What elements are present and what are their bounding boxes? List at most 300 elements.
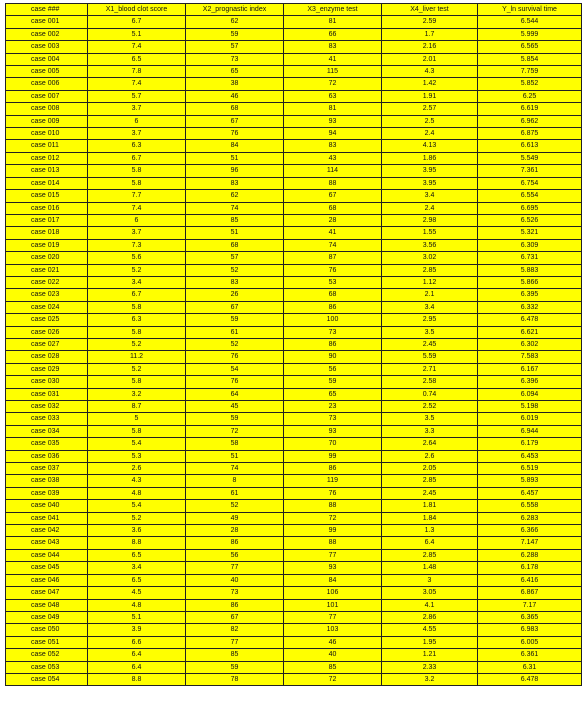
x2-cell[interactable]: 73 (186, 53, 284, 65)
x1-cell[interactable]: 4.5 (88, 587, 186, 599)
x4-cell[interactable]: 2.33 (382, 661, 478, 673)
case-id-cell[interactable]: case 020 (6, 252, 88, 264)
x1-cell[interactable]: 3.4 (88, 276, 186, 288)
case-id-cell[interactable]: case 003 (6, 41, 88, 53)
x2-cell[interactable]: 76 (186, 351, 284, 363)
x1-cell[interactable]: 6.5 (88, 574, 186, 586)
x4-cell[interactable]: 3.4 (382, 190, 478, 202)
x4-cell[interactable]: 3.4 (382, 301, 478, 313)
x4-cell[interactable]: 4.55 (382, 624, 478, 636)
case-id-cell[interactable]: case 009 (6, 115, 88, 127)
x4-cell[interactable]: 1.55 (382, 227, 478, 239)
x2-cell[interactable]: 51 (186, 227, 284, 239)
y-cell[interactable]: 6.453 (478, 450, 582, 462)
x2-cell[interactable]: 73 (186, 587, 284, 599)
x1-cell[interactable]: 6.3 (88, 140, 186, 152)
x3-cell[interactable]: 81 (284, 103, 382, 115)
x2-cell[interactable]: 76 (186, 128, 284, 140)
y-cell[interactable]: 6.25 (478, 90, 582, 102)
x2-cell[interactable]: 45 (186, 401, 284, 413)
x3-cell[interactable]: 67 (284, 190, 382, 202)
x4-cell[interactable]: 2.1 (382, 289, 478, 301)
x1-cell[interactable]: 3.7 (88, 128, 186, 140)
case-id-cell[interactable]: case 026 (6, 326, 88, 338)
x1-cell[interactable]: 5.8 (88, 165, 186, 177)
y-cell[interactable]: 6.621 (478, 326, 582, 338)
y-cell[interactable]: 7.759 (478, 66, 582, 78)
x1-cell[interactable]: 6 (88, 214, 186, 226)
x4-cell[interactable]: 1.95 (382, 636, 478, 648)
y-cell[interactable]: 5.854 (478, 53, 582, 65)
x1-cell[interactable]: 5.8 (88, 301, 186, 313)
x1-cell[interactable]: 5.8 (88, 376, 186, 388)
case-id-cell[interactable]: case 051 (6, 636, 88, 648)
x1-cell[interactable]: 3.4 (88, 562, 186, 574)
x1-cell[interactable]: 5.8 (88, 177, 186, 189)
x4-cell[interactable]: 1.48 (382, 562, 478, 574)
x2-cell[interactable]: 54 (186, 363, 284, 375)
x4-cell[interactable]: 0.74 (382, 388, 478, 400)
column-header-x2-prognastic-index[interactable]: X2_prognastic index (186, 4, 284, 16)
x3-cell[interactable]: 65 (284, 388, 382, 400)
case-id-cell[interactable]: case 027 (6, 338, 88, 350)
x2-cell[interactable]: 74 (186, 202, 284, 214)
y-cell[interactable]: 6.619 (478, 103, 582, 115)
x3-cell[interactable]: 72 (284, 673, 382, 685)
x3-cell[interactable]: 28 (284, 214, 382, 226)
x3-cell[interactable]: 43 (284, 152, 382, 164)
y-cell[interactable]: 6.544 (478, 16, 582, 28)
x1-cell[interactable]: 5 (88, 413, 186, 425)
x4-cell[interactable]: 4.3 (382, 66, 478, 78)
x2-cell[interactable]: 64 (186, 388, 284, 400)
x2-cell[interactable]: 52 (186, 338, 284, 350)
x3-cell[interactable]: 86 (284, 338, 382, 350)
case-id-cell[interactable]: case 045 (6, 562, 88, 574)
x1-cell[interactable]: 4.3 (88, 475, 186, 487)
x3-cell[interactable]: 86 (284, 463, 382, 475)
y-cell[interactable]: 6.005 (478, 636, 582, 648)
x4-cell[interactable]: 4.1 (382, 599, 478, 611)
x1-cell[interactable]: 5.8 (88, 326, 186, 338)
y-cell[interactable]: 6.416 (478, 574, 582, 586)
x1-cell[interactable]: 8.8 (88, 673, 186, 685)
x2-cell[interactable]: 86 (186, 537, 284, 549)
y-cell[interactable]: 7.147 (478, 537, 582, 549)
x1-cell[interactable]: 3.6 (88, 525, 186, 537)
case-id-cell[interactable]: case 021 (6, 264, 88, 276)
x4-cell[interactable]: 2.71 (382, 363, 478, 375)
x4-cell[interactable]: 2.4 (382, 202, 478, 214)
x3-cell[interactable]: 72 (284, 78, 382, 90)
x2-cell[interactable]: 52 (186, 264, 284, 276)
y-cell[interactable]: 5.198 (478, 401, 582, 413)
x4-cell[interactable]: 2.45 (382, 487, 478, 499)
column-header-x1-blood-clot-score[interactable]: X1_blood clot score (88, 4, 186, 16)
case-id-cell[interactable]: case 018 (6, 227, 88, 239)
x2-cell[interactable]: 51 (186, 152, 284, 164)
y-cell[interactable]: 6.332 (478, 301, 582, 313)
x2-cell[interactable]: 51 (186, 450, 284, 462)
x4-cell[interactable]: 1.12 (382, 276, 478, 288)
x3-cell[interactable]: 41 (284, 53, 382, 65)
x3-cell[interactable]: 70 (284, 438, 382, 450)
y-cell[interactable]: 6.613 (478, 140, 582, 152)
x1-cell[interactable]: 5.6 (88, 252, 186, 264)
case-id-cell[interactable]: case 014 (6, 177, 88, 189)
y-cell[interactable]: 5.883 (478, 264, 582, 276)
x4-cell[interactable]: 3 (382, 574, 478, 586)
y-cell[interactable]: 7.583 (478, 351, 582, 363)
case-id-cell[interactable]: case 033 (6, 413, 88, 425)
y-cell[interactable]: 6.361 (478, 649, 582, 661)
x3-cell[interactable]: 90 (284, 351, 382, 363)
x1-cell[interactable]: 8.7 (88, 401, 186, 413)
case-id-cell[interactable]: case 002 (6, 28, 88, 40)
x2-cell[interactable]: 67 (186, 301, 284, 313)
case-id-cell[interactable]: case 015 (6, 190, 88, 202)
x3-cell[interactable]: 86 (284, 301, 382, 313)
case-id-cell[interactable]: case 028 (6, 351, 88, 363)
x4-cell[interactable]: 1.86 (382, 152, 478, 164)
x3-cell[interactable]: 83 (284, 41, 382, 53)
x3-cell[interactable]: 76 (284, 487, 382, 499)
x2-cell[interactable]: 38 (186, 78, 284, 90)
x3-cell[interactable]: 85 (284, 661, 382, 673)
x2-cell[interactable]: 62 (186, 190, 284, 202)
y-cell[interactable]: 7.361 (478, 165, 582, 177)
y-cell[interactable]: 6.962 (478, 115, 582, 127)
x4-cell[interactable]: 3.5 (382, 326, 478, 338)
x4-cell[interactable]: 2.5 (382, 115, 478, 127)
x2-cell[interactable]: 57 (186, 252, 284, 264)
x4-cell[interactable]: 1.84 (382, 512, 478, 524)
case-id-cell[interactable]: case 029 (6, 363, 88, 375)
x3-cell[interactable]: 41 (284, 227, 382, 239)
x1-cell[interactable]: 5.2 (88, 363, 186, 375)
x2-cell[interactable]: 77 (186, 636, 284, 648)
x1-cell[interactable]: 5.2 (88, 264, 186, 276)
x3-cell[interactable]: 103 (284, 624, 382, 636)
x1-cell[interactable]: 7.8 (88, 66, 186, 78)
y-cell[interactable]: 6.526 (478, 214, 582, 226)
x2-cell[interactable]: 40 (186, 574, 284, 586)
x4-cell[interactable]: 2.16 (382, 41, 478, 53)
x4-cell[interactable]: 2.52 (382, 401, 478, 413)
x2-cell[interactable]: 78 (186, 673, 284, 685)
x1-cell[interactable]: 3.7 (88, 227, 186, 239)
x2-cell[interactable]: 46 (186, 90, 284, 102)
case-id-cell[interactable]: case 013 (6, 165, 88, 177)
x2-cell[interactable]: 83 (186, 276, 284, 288)
x1-cell[interactable]: 8.8 (88, 537, 186, 549)
x2-cell[interactable]: 82 (186, 624, 284, 636)
case-id-cell[interactable]: case 041 (6, 512, 88, 524)
case-id-cell[interactable]: case 001 (6, 16, 88, 28)
x4-cell[interactable]: 2.01 (382, 53, 478, 65)
y-cell[interactable]: 6.094 (478, 388, 582, 400)
x2-cell[interactable]: 84 (186, 140, 284, 152)
y-cell[interactable]: 6.731 (478, 252, 582, 264)
x3-cell[interactable]: 88 (284, 177, 382, 189)
y-cell[interactable]: 6.983 (478, 624, 582, 636)
x3-cell[interactable]: 74 (284, 239, 382, 251)
x1-cell[interactable]: 3.2 (88, 388, 186, 400)
x3-cell[interactable]: 40 (284, 649, 382, 661)
x1-cell[interactable]: 7.3 (88, 239, 186, 251)
x4-cell[interactable]: 2.05 (382, 463, 478, 475)
x2-cell[interactable]: 61 (186, 326, 284, 338)
case-id-cell[interactable]: case 047 (6, 587, 88, 599)
x1-cell[interactable]: 5.1 (88, 611, 186, 623)
x3-cell[interactable]: 23 (284, 401, 382, 413)
x3-cell[interactable]: 72 (284, 512, 382, 524)
y-cell[interactable]: 6.302 (478, 338, 582, 350)
x3-cell[interactable]: 81 (284, 16, 382, 28)
x2-cell[interactable]: 77 (186, 562, 284, 574)
x2-cell[interactable]: 49 (186, 512, 284, 524)
x4-cell[interactable]: 2.85 (382, 264, 478, 276)
y-cell[interactable]: 5.549 (478, 152, 582, 164)
column-header-x3-enzyme-test[interactable]: X3_enzyme test (284, 4, 382, 16)
x1-cell[interactable]: 2.6 (88, 463, 186, 475)
x1-cell[interactable]: 6.7 (88, 16, 186, 28)
x4-cell[interactable]: 2.98 (382, 214, 478, 226)
case-id-cell[interactable]: case 044 (6, 549, 88, 561)
x1-cell[interactable]: 5.4 (88, 500, 186, 512)
x4-cell[interactable]: 2.4 (382, 128, 478, 140)
x2-cell[interactable]: 59 (186, 413, 284, 425)
case-id-cell[interactable]: case 022 (6, 276, 88, 288)
y-cell[interactable]: 6.478 (478, 314, 582, 326)
x2-cell[interactable]: 28 (186, 525, 284, 537)
x3-cell[interactable]: 88 (284, 537, 382, 549)
x3-cell[interactable]: 68 (284, 289, 382, 301)
x1-cell[interactable]: 5.1 (88, 28, 186, 40)
x3-cell[interactable]: 93 (284, 425, 382, 437)
x1-cell[interactable]: 7.7 (88, 190, 186, 202)
y-cell[interactable]: 5.866 (478, 276, 582, 288)
case-id-cell[interactable]: case 043 (6, 537, 88, 549)
case-id-cell[interactable]: case 024 (6, 301, 88, 313)
y-cell[interactable]: 7.17 (478, 599, 582, 611)
y-cell[interactable]: 6.396 (478, 376, 582, 388)
x3-cell[interactable]: 56 (284, 363, 382, 375)
y-cell[interactable]: 6.395 (478, 289, 582, 301)
x1-cell[interactable]: 5.8 (88, 425, 186, 437)
x4-cell[interactable]: 1.3 (382, 525, 478, 537)
x3-cell[interactable]: 66 (284, 28, 382, 40)
case-id-cell[interactable]: case 016 (6, 202, 88, 214)
case-id-cell[interactable]: case 048 (6, 599, 88, 611)
x3-cell[interactable]: 100 (284, 314, 382, 326)
x1-cell[interactable]: 5.4 (88, 438, 186, 450)
x4-cell[interactable]: 2.64 (382, 438, 478, 450)
x4-cell[interactable]: 1.7 (382, 28, 478, 40)
x2-cell[interactable]: 65 (186, 66, 284, 78)
y-cell[interactable]: 5.852 (478, 78, 582, 90)
case-id-cell[interactable]: case 042 (6, 525, 88, 537)
x4-cell[interactable]: 1.42 (382, 78, 478, 90)
x4-cell[interactable]: 3.02 (382, 252, 478, 264)
y-cell[interactable]: 6.365 (478, 611, 582, 623)
x3-cell[interactable]: 114 (284, 165, 382, 177)
case-id-cell[interactable]: case 010 (6, 128, 88, 140)
x2-cell[interactable]: 76 (186, 376, 284, 388)
x4-cell[interactable]: 5.59 (382, 351, 478, 363)
x2-cell[interactable]: 61 (186, 487, 284, 499)
y-cell[interactable]: 6.288 (478, 549, 582, 561)
x1-cell[interactable]: 6.5 (88, 549, 186, 561)
case-id-cell[interactable]: case 011 (6, 140, 88, 152)
case-id-cell[interactable]: case 040 (6, 500, 88, 512)
case-id-cell[interactable]: case 036 (6, 450, 88, 462)
x2-cell[interactable]: 68 (186, 103, 284, 115)
x3-cell[interactable]: 46 (284, 636, 382, 648)
x2-cell[interactable]: 68 (186, 239, 284, 251)
x2-cell[interactable]: 58 (186, 438, 284, 450)
x3-cell[interactable]: 94 (284, 128, 382, 140)
y-cell[interactable]: 6.179 (478, 438, 582, 450)
x2-cell[interactable]: 72 (186, 425, 284, 437)
x4-cell[interactable]: 2.95 (382, 314, 478, 326)
case-id-cell[interactable]: case 032 (6, 401, 88, 413)
x1-cell[interactable]: 3.7 (88, 103, 186, 115)
y-cell[interactable]: 6.309 (478, 239, 582, 251)
x1-cell[interactable]: 4.8 (88, 487, 186, 499)
x3-cell[interactable]: 76 (284, 264, 382, 276)
x4-cell[interactable]: 3.05 (382, 587, 478, 599)
x1-cell[interactable]: 5.2 (88, 338, 186, 350)
x1-cell[interactable]: 4.8 (88, 599, 186, 611)
y-cell[interactable]: 6.366 (478, 525, 582, 537)
x2-cell[interactable]: 85 (186, 649, 284, 661)
y-cell[interactable]: 6.875 (478, 128, 582, 140)
x1-cell[interactable]: 6.4 (88, 649, 186, 661)
x2-cell[interactable]: 26 (186, 289, 284, 301)
case-id-cell[interactable]: case 053 (6, 661, 88, 673)
case-id-cell[interactable]: case 046 (6, 574, 88, 586)
x1-cell[interactable]: 6.7 (88, 289, 186, 301)
x4-cell[interactable]: 1.81 (382, 500, 478, 512)
x3-cell[interactable]: 87 (284, 252, 382, 264)
x2-cell[interactable]: 74 (186, 463, 284, 475)
y-cell[interactable]: 5.321 (478, 227, 582, 239)
x4-cell[interactable]: 6.4 (382, 537, 478, 549)
case-id-cell[interactable]: case 005 (6, 66, 88, 78)
case-id-cell[interactable]: case 007 (6, 90, 88, 102)
case-id-cell[interactable]: case 017 (6, 214, 88, 226)
x1-cell[interactable]: 11.2 (88, 351, 186, 363)
x4-cell[interactable]: 3.3 (382, 425, 478, 437)
x1-cell[interactable]: 7.4 (88, 78, 186, 90)
x3-cell[interactable]: 73 (284, 326, 382, 338)
x4-cell[interactable]: 4.13 (382, 140, 478, 152)
x3-cell[interactable]: 99 (284, 525, 382, 537)
x3-cell[interactable]: 99 (284, 450, 382, 462)
x1-cell[interactable]: 6.4 (88, 661, 186, 673)
column-header-y-ln-survival-time[interactable]: Y_ln survival time (478, 4, 582, 16)
x3-cell[interactable]: 93 (284, 115, 382, 127)
case-id-cell[interactable]: case 039 (6, 487, 88, 499)
x2-cell[interactable]: 67 (186, 115, 284, 127)
x4-cell[interactable]: 2.58 (382, 376, 478, 388)
case-id-cell[interactable]: case 025 (6, 314, 88, 326)
x4-cell[interactable]: 2.57 (382, 103, 478, 115)
y-cell[interactable]: 5.999 (478, 28, 582, 40)
x4-cell[interactable]: 3.95 (382, 177, 478, 189)
case-id-cell[interactable]: case 023 (6, 289, 88, 301)
x2-cell[interactable]: 67 (186, 611, 284, 623)
x2-cell[interactable]: 83 (186, 177, 284, 189)
y-cell[interactable]: 6.019 (478, 413, 582, 425)
case-id-cell[interactable]: case 030 (6, 376, 88, 388)
x3-cell[interactable]: 115 (284, 66, 382, 78)
x3-cell[interactable]: 101 (284, 599, 382, 611)
y-cell[interactable]: 6.31 (478, 661, 582, 673)
x3-cell[interactable]: 77 (284, 549, 382, 561)
x3-cell[interactable]: 77 (284, 611, 382, 623)
x2-cell[interactable]: 96 (186, 165, 284, 177)
x4-cell[interactable]: 1.91 (382, 90, 478, 102)
x4-cell[interactable]: 2.86 (382, 611, 478, 623)
x2-cell[interactable]: 56 (186, 549, 284, 561)
x3-cell[interactable]: 53 (284, 276, 382, 288)
x4-cell[interactable]: 3.56 (382, 239, 478, 251)
x4-cell[interactable]: 2.6 (382, 450, 478, 462)
x4-cell[interactable]: 2.45 (382, 338, 478, 350)
x1-cell[interactable]: 5.2 (88, 512, 186, 524)
y-cell[interactable]: 6.754 (478, 177, 582, 189)
x2-cell[interactable]: 85 (186, 214, 284, 226)
case-id-cell[interactable]: case 049 (6, 611, 88, 623)
case-id-cell[interactable]: case 052 (6, 649, 88, 661)
x1-cell[interactable]: 6.6 (88, 636, 186, 648)
case-id-cell[interactable]: case 004 (6, 53, 88, 65)
case-id-cell[interactable]: case 012 (6, 152, 88, 164)
x1-cell[interactable]: 5.3 (88, 450, 186, 462)
x2-cell[interactable]: 59 (186, 661, 284, 673)
x3-cell[interactable]: 93 (284, 562, 382, 574)
y-cell[interactable]: 6.558 (478, 500, 582, 512)
case-id-cell[interactable]: case 008 (6, 103, 88, 115)
x4-cell[interactable]: 2.85 (382, 549, 478, 561)
y-cell[interactable]: 6.944 (478, 425, 582, 437)
x3-cell[interactable]: 63 (284, 90, 382, 102)
x2-cell[interactable]: 59 (186, 28, 284, 40)
x4-cell[interactable]: 3.5 (382, 413, 478, 425)
x3-cell[interactable]: 119 (284, 475, 382, 487)
x2-cell[interactable]: 86 (186, 599, 284, 611)
y-cell[interactable]: 6.867 (478, 587, 582, 599)
case-id-cell[interactable]: case 037 (6, 463, 88, 475)
case-id-cell[interactable]: case 054 (6, 673, 88, 685)
x3-cell[interactable]: 83 (284, 140, 382, 152)
column-header-case[interactable]: case ### (6, 4, 88, 16)
case-id-cell[interactable]: case 031 (6, 388, 88, 400)
x3-cell[interactable]: 84 (284, 574, 382, 586)
x1-cell[interactable]: 3.9 (88, 624, 186, 636)
x3-cell[interactable]: 73 (284, 413, 382, 425)
y-cell[interactable]: 6.565 (478, 41, 582, 53)
x2-cell[interactable]: 8 (186, 475, 284, 487)
x1-cell[interactable]: 6.5 (88, 53, 186, 65)
x4-cell[interactable]: 1.21 (382, 649, 478, 661)
x3-cell[interactable]: 59 (284, 376, 382, 388)
y-cell[interactable]: 6.178 (478, 562, 582, 574)
x1-cell[interactable]: 7.4 (88, 202, 186, 214)
x4-cell[interactable]: 2.85 (382, 475, 478, 487)
